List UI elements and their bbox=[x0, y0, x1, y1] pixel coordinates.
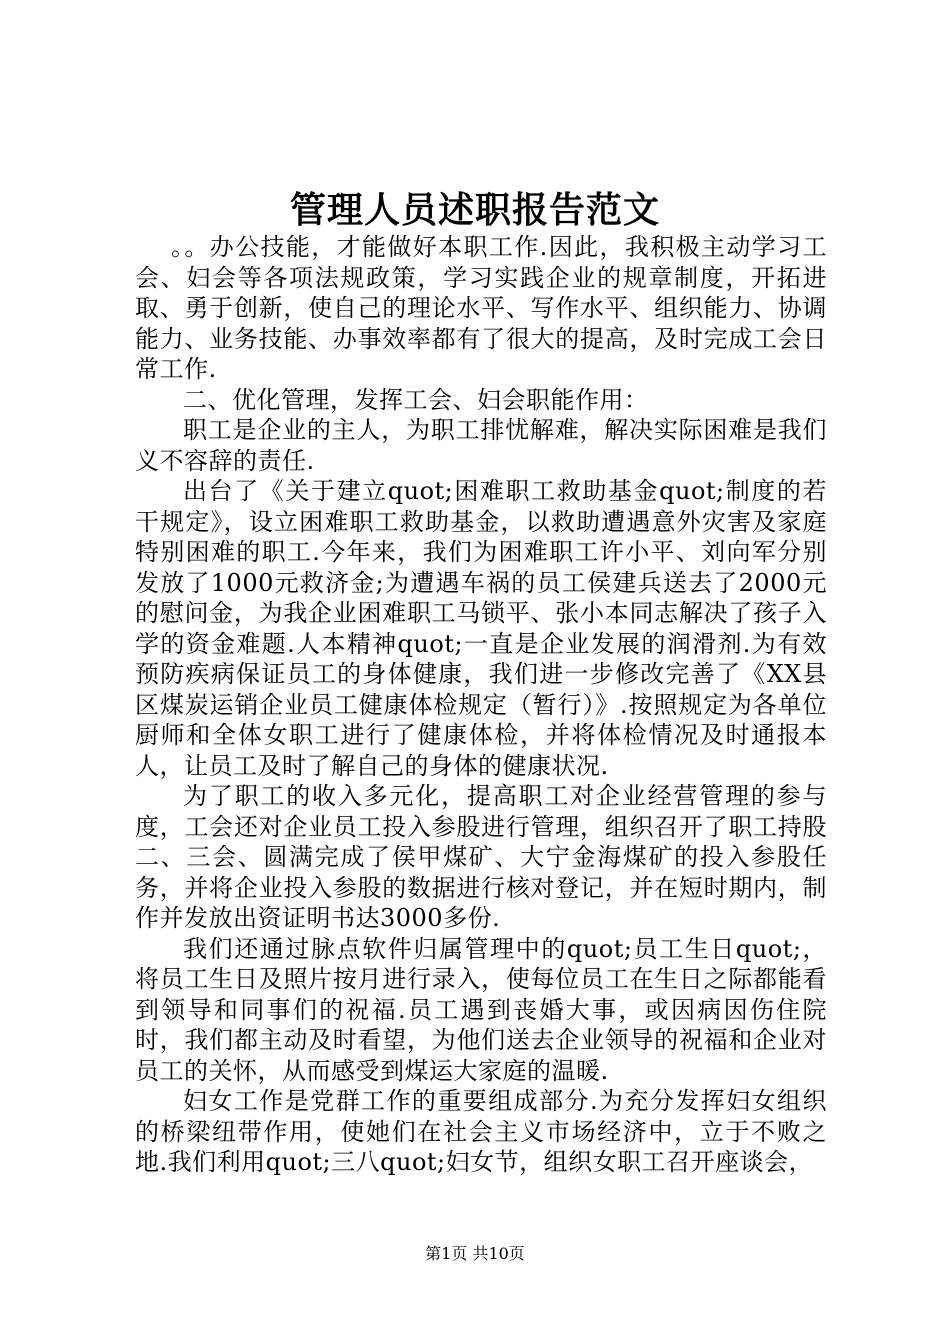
body-paragraph-2: 二、优化管理，发挥工会、妇会职能作用： bbox=[183, 385, 649, 414]
body-paragraph-4: 出台了《关于建立quot;困难职工救助基金quot;制度的若干规定》，设立困难职工救助基金，以救助遭遇意外灾害及家庭特别困难的职工.今年来，我们为困难职工许小平、刘向军分别发放了1000元救济金;为遭遇车祸的员工侯建兵送去了2000元的慰问金，为我企业困难职工马锁平、张小本同志解决了孩子入学的资金难题.人本精神quot;一直是企业发展的润滑剂.为有效预防疾病保证员工的身体健康，我们进一步修改完善了《XX县区煤炭运销企业员工健康体检规定（暂行）》.按照规定为各单位厨师和全体女职工进行了健康体检，并将体检情况及时通报本人，让员工及时了解自己的身体的健康状况. bbox=[135, 477, 827, 780]
body-paragraph-1: 。。办公技能，才能做好本职工作.因此，我积极主动学习工会、妇会等各项法规政策，学习实践企业的规章制度，开拓进取、勇于创新，使自己的理论水平、写作水平、组织能力、协调能力、业务技能、办事效率都有了很大的提高，及时完成工会日常工作. bbox=[135, 233, 827, 383]
body-paragraph-6: 我们还通过脉点软件归属管理中的quot;员工生日quot;，将员工生日及照片按月进行录入，使每位员工在生日之际都能看到领导和同事们的祝福.员工遇到丧婚大事，或因病因伤住院时，我们都主动及时看望，为他们送去企业领导的祝福和企业对员工的关怀，从而感受到煤运大家庭的温暖. bbox=[135, 934, 827, 1085]
body-paragraph-7: 妇女工作是党群工作的重要组成部分.为充分发挥妇女组织的桥梁纽带作用，使她们在社会主义市场经济中，立于不败之地.我们利用quot;三八quot;妇女节，组织女职工召开座谈会， bbox=[135, 1087, 827, 1176]
body-paragraph-3: 职工是企业的主人，为职工排忧解难，解决实际困难是我们义不容辞的责任. bbox=[135, 416, 827, 475]
document-title: 管理人员述职报告范文 bbox=[289, 189, 660, 231]
page-indicator: 第1页 共10页 bbox=[425, 1244, 525, 1263]
body-paragraph-5: 为了职工的收入多元化，提高职工对企业经营管理的参与度，工会还对企业员工投入参股进行管理，组织召开了职工持股二、三会、圆满完成了侯甲煤矿、大宁金海煤矿的投入参股任务，并将企业投入参股的数据进行核对登记，并在短时期内，制作并发放出资证明书达3000多份. bbox=[135, 782, 827, 932]
document-body bbox=[135, 232, 827, 1178]
